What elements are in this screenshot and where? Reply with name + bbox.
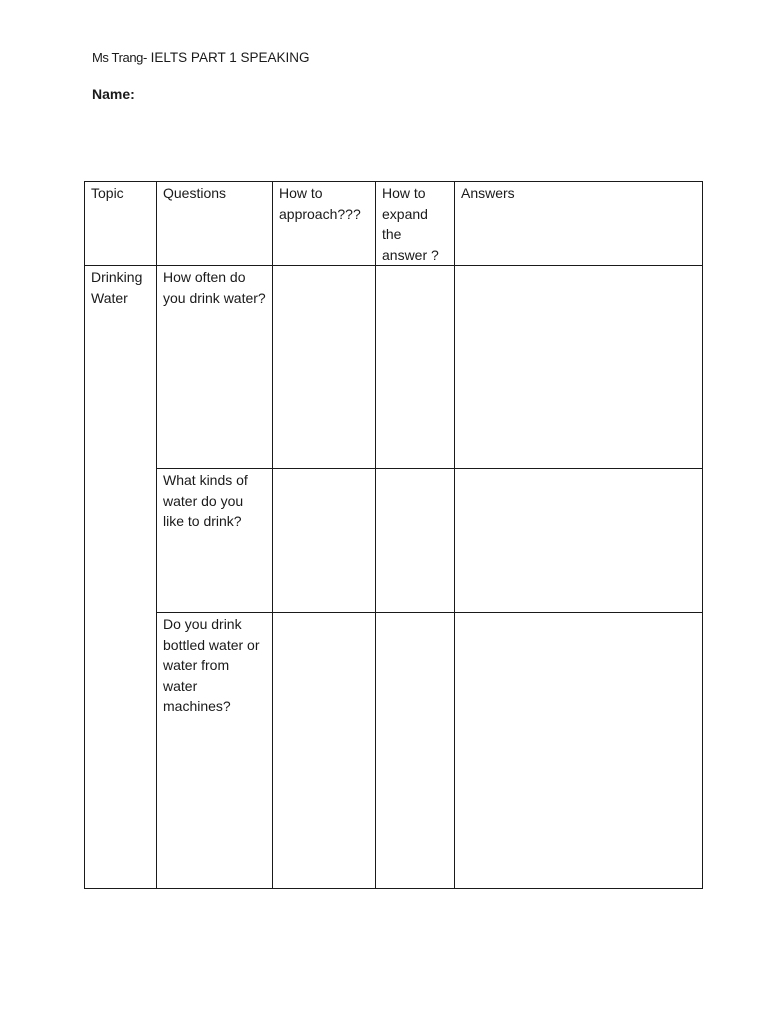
question-cell: Do you drink bottled water or water from water machines? (157, 613, 273, 889)
question-cell: What kinds of water do you like to drink? (157, 469, 273, 613)
expand-cell[interactable] (376, 469, 455, 613)
header-how-to-expand: How to expand the answer ? (376, 182, 455, 266)
document-title: IELTS PART 1 SPEAKING (146, 50, 310, 65)
answer-cell[interactable] (455, 469, 703, 613)
header-how-to-approach: How to approach??? (273, 182, 376, 266)
answer-cell[interactable] (455, 266, 703, 469)
document-header (92, 49, 309, 65)
approach-cell[interactable] (273, 266, 376, 469)
topic-cell: Drinking Water (85, 266, 157, 889)
header-answers: Answers (455, 182, 703, 266)
expand-cell[interactable] (376, 613, 455, 889)
approach-cell[interactable] (273, 613, 376, 889)
table-row (85, 613, 703, 889)
answer-cell[interactable] (455, 613, 703, 889)
header-topic: Topic (85, 182, 157, 266)
table-row (85, 266, 703, 469)
header-questions: Questions (157, 182, 273, 266)
expand-cell[interactable] (376, 266, 455, 469)
author-label: Ms Trang- (92, 50, 147, 65)
table-row (85, 469, 703, 613)
name-label: Name: (92, 86, 135, 102)
worksheet-table (84, 181, 703, 889)
table-header-row (85, 182, 703, 266)
question-cell: How often do you drink water? (157, 266, 273, 469)
approach-cell[interactable] (273, 469, 376, 613)
